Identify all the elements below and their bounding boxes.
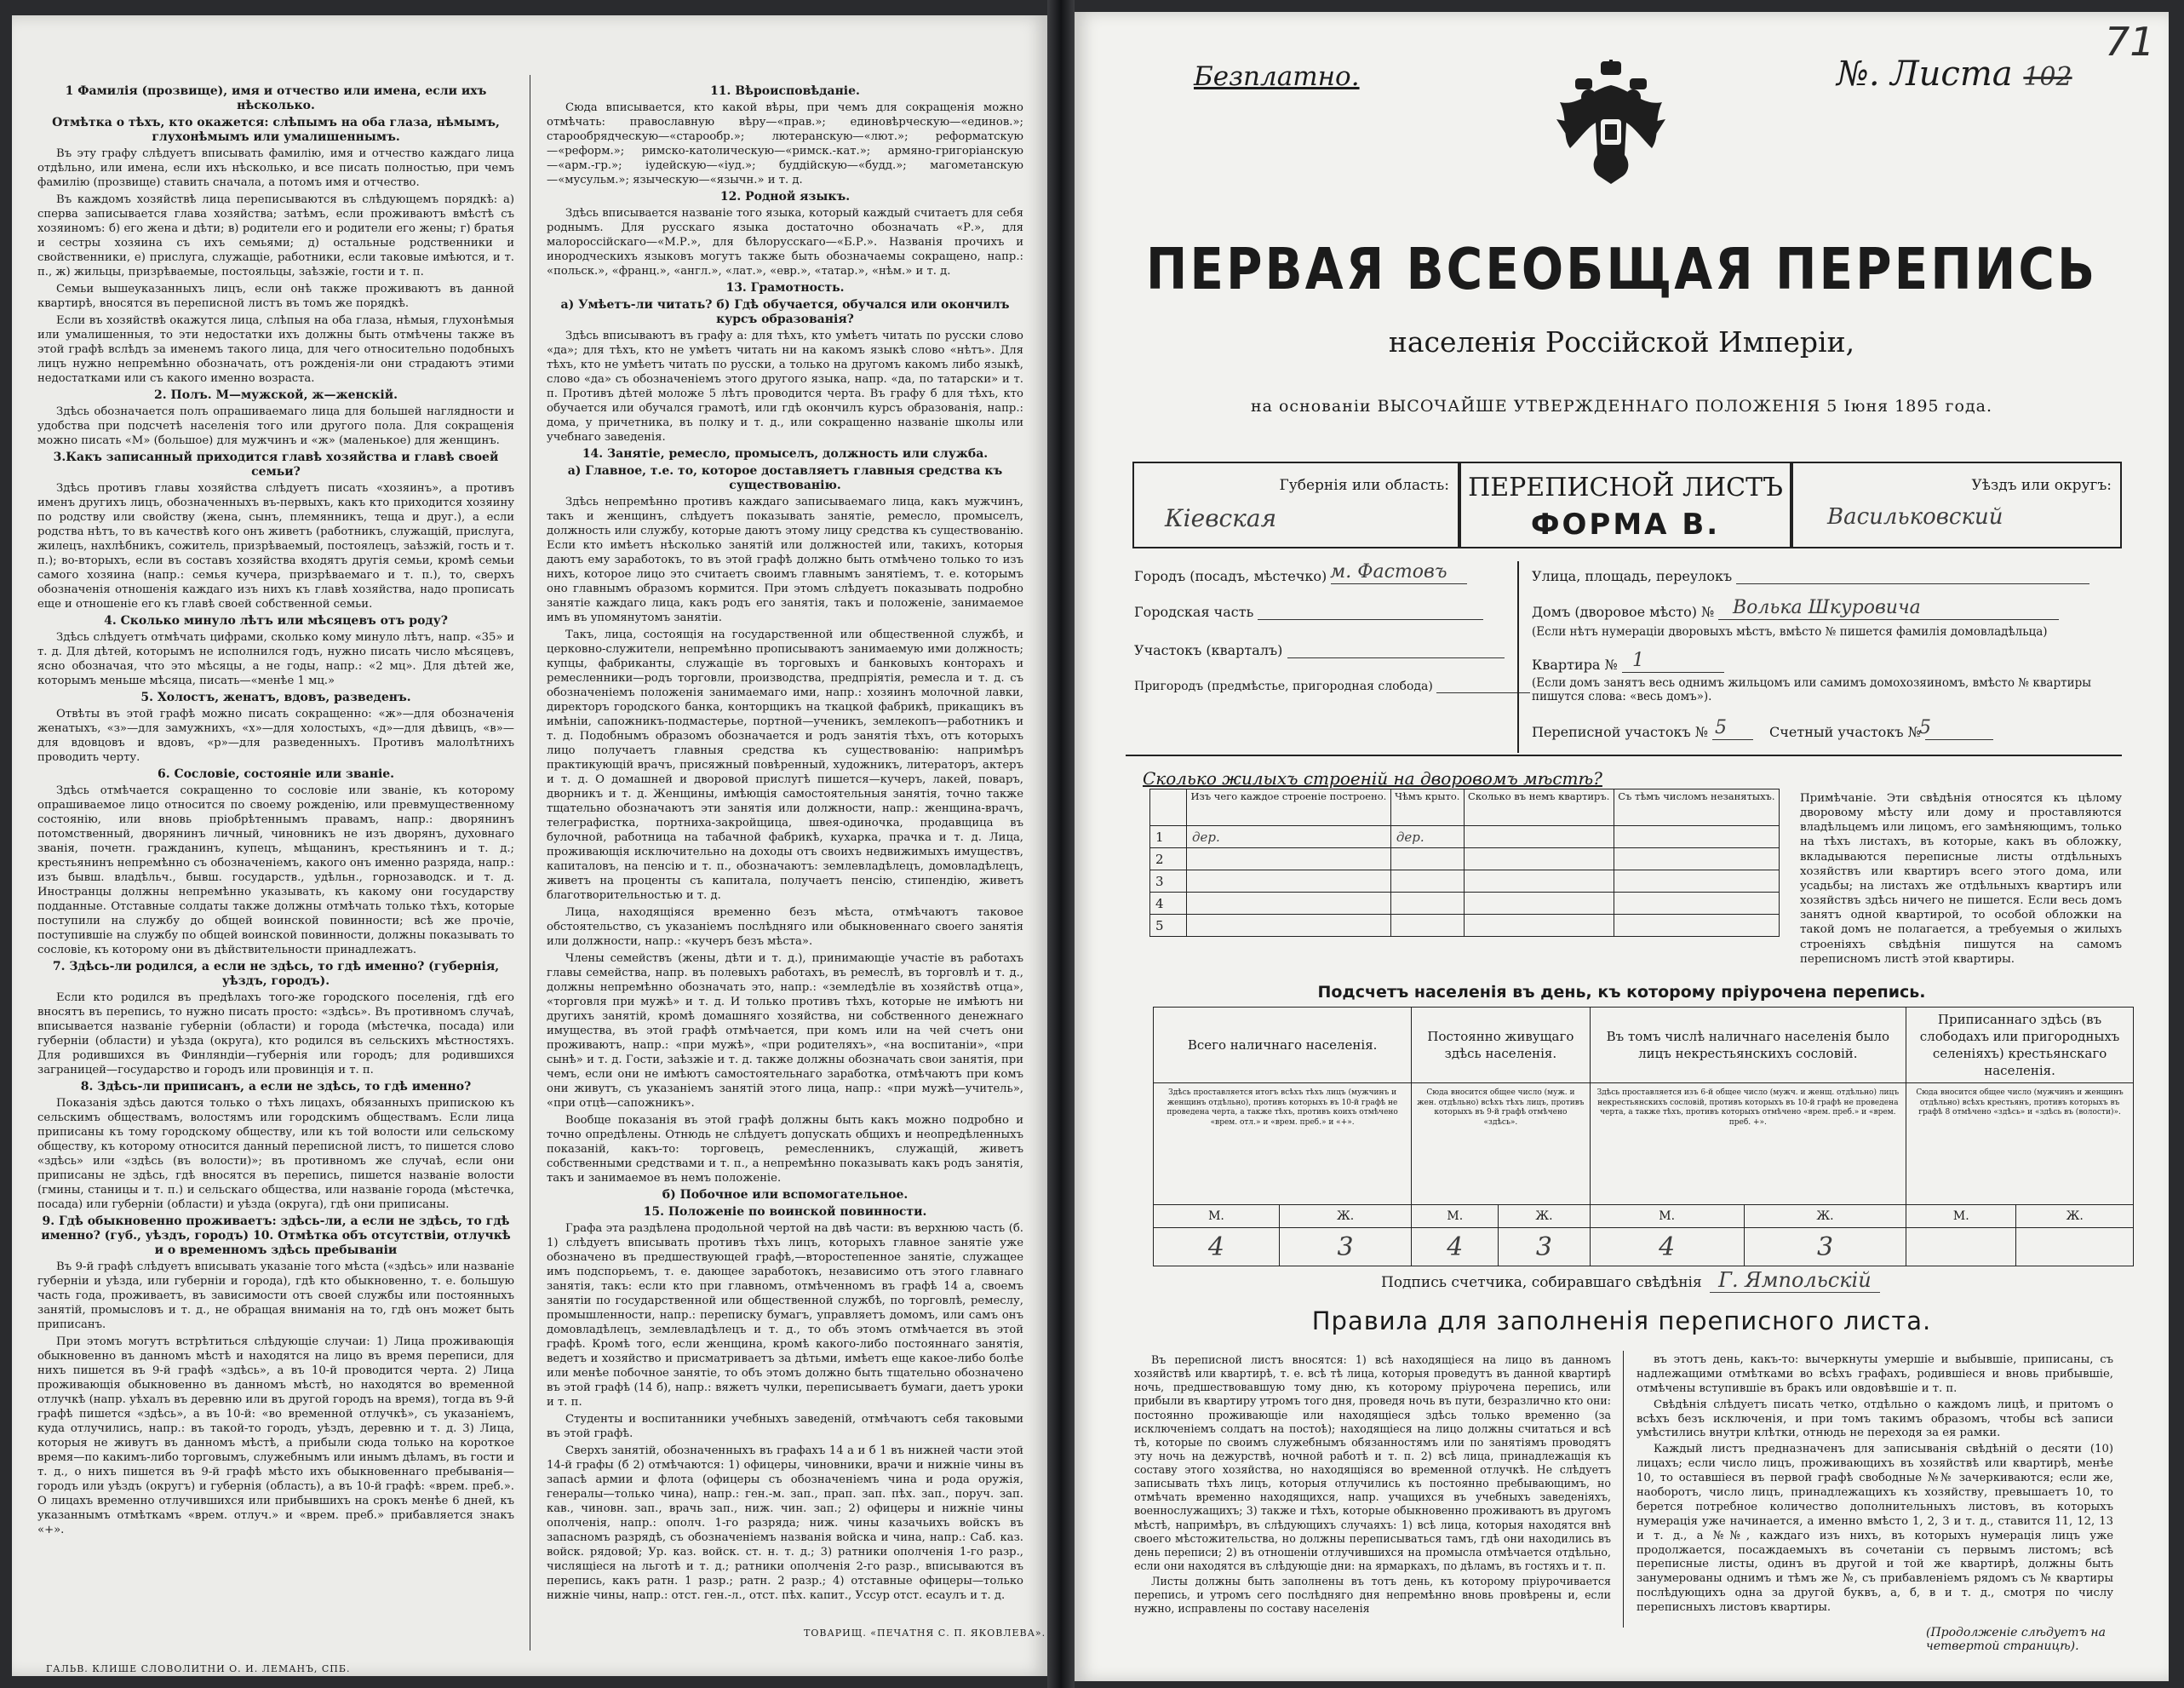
instruction-paragraph: Въ эту графу слѣдуетъ вписывать фамилію, имя и отчество каждаго лица отдѣльно, или имена, если ихъ нѣсколько, и все писать полностью, при чемъ фамилію (прозвище) ставить сначала, а потомъ имя и отчество.: [37, 147, 514, 189]
instruction-heading: 2. Полъ. М—мужской, ж—женскій.: [154, 388, 398, 402]
instruction-heading: 13. Грамотность.: [725, 281, 845, 295]
right-page-census-form: [1075, 12, 2169, 1681]
population-description: Здѣсь проставляется изъ 6-й общее число (мужч. и женщ. отдѣльно) лицъ некрестьянскихъ сословій, противъ которыхъ въ 10-й графѣ не проведена черта, а также тѣхъ, противъ которыхъ отмѣчено «врем. преб.» и «врем. преб. +».: [1590, 1083, 1906, 1205]
building-vacant[interactable]: [1614, 848, 1779, 870]
legal-basis: на основаніи ВЫСОЧАЙШЕ УТВЕРЖДЕННАГО ПОЛОЖЕНІЯ 5 Іюня 1895 года.: [1250, 397, 1993, 416]
population-count-title: Подсчетъ населенія въ день, къ которому пріурочена перепись.: [1317, 983, 1926, 1002]
building-vacant[interactable]: [1614, 826, 1779, 848]
female-label: Ж.: [2016, 1205, 2134, 1228]
book-gutter: [1047, 0, 1075, 1688]
imperial-eagle-emblem: [1553, 60, 1669, 187]
population-description: Здѣсь проставляется итогъ всѣхъ тѣхъ лицъ (мужчинъ и женщинъ отдѣльно), противъ которыхъ въ 10-й графѣ не проведена черта, а также тѣхъ, противъ коихъ отмѣчено «врем. отл.» и «врем. преб.» и «+».: [1154, 1083, 1412, 1205]
building-apartments[interactable]: [1464, 870, 1614, 893]
rule-paragraph: Листы должны быть заполнены въ тотъ день, къ которому пріурочивается перепись, и утромъ сего послѣдняго дня непремѣнно вновь провѣрены и, если нужно, исправлены по составу населенія: [1134, 1575, 1611, 1616]
count-section-label: Счетный участокъ №: [1769, 724, 1921, 740]
female-label: Ж.: [1499, 1205, 1590, 1228]
population-description: Сюда вносится общее число (мужчинъ и женщинъ отдѣльно) всѣхъ крестьянъ, противъ которыхъ въ графѣ 8 отмѣчено «здѣсь» и «здѣсь въ (волости)».: [1906, 1083, 2134, 1205]
instruction-heading: Отмѣтка о тѣхъ, кто окажется: слѣпымъ на оба глаза, нѣмымъ, глухонѣмымъ или умалишеннымъ.: [52, 116, 500, 144]
province-label: Губернія или область:: [1279, 477, 1449, 494]
house-note: (Если нѣтъ нумераціи дворовыхъ мѣстъ, вмѣсто № пишется фамилія домовладѣльца): [1532, 625, 2048, 639]
instruction-heading: 15. Положеніе по воинской повинности.: [643, 1205, 927, 1219]
instruction-heading: 1 Фамилія (прозвище), имя и отчество или имена, если ихъ нѣсколько.: [65, 84, 487, 112]
census-section-field: [1532, 717, 1993, 740]
building-roof[interactable]: [1390, 870, 1464, 893]
buildings-header: Изъ чего каждое строеніе построено.: [1187, 789, 1391, 826]
building-vacant[interactable]: [1614, 870, 1779, 893]
non-peasant-male-count[interactable]: 4: [1590, 1228, 1744, 1266]
population-header: Постоянно живущаго здѣсь населенія.: [1412, 1008, 1590, 1083]
buildings-header: Чѣмъ крыто.: [1390, 789, 1464, 826]
population-header: Всего наличнаго населенія.: [1154, 1008, 1412, 1083]
district-value[interactable]: Васильковский: [1827, 504, 2003, 530]
table-row: [1150, 893, 1780, 915]
instruction-paragraph: Здѣсь непремѣнно противъ каждаго записываемаго лица, какъ мужчинъ, такъ и женщинъ, слѣдуетъ показывать занятіе, ремесло, промыселъ, должность или службу, которые даютъ этому лицу средства къ существованію. Если кто имѣетъ нѣсколько занятій или должностей или, такихъ, которыя даютъ ему заработокъ, то въ этой графѣ должно быть отмѣчено только то изъ нихъ, которое лицо это считаетъ своимъ главнымъ занятіемъ, т. е. которымъ оно главнымъ образомъ кормится. При этомъ слѣдуетъ показывать подробно занятіе каждаго лица, какъ родъ его занятія, такъ и положеніе, занимаемое имъ въ упомянутомъ занятіи.: [547, 496, 1023, 624]
table-row: [1150, 870, 1780, 893]
census-section-label: Переписной участокъ №: [1532, 724, 1708, 740]
continuation-note: (Продолженіе слѣдуетъ на четвертой страницѣ).: [1926, 1626, 2106, 1653]
sheet-number-value: 102: [2023, 62, 2072, 92]
instruction-heading: 4. Сколько минуло лѣтъ или мѣсяцевъ отъ роду?: [104, 614, 448, 628]
instruction-paragraph: Въ 9-й графѣ слѣдуетъ вписывать указаніе того мѣста («здѣсь» или названіе губерніи и уѣзда, или губерніи и города), гдѣ кто обыкновенно, т. е. большую часть года, проживаетъ, въ зависимости отъ своей службы или постоянныхъ занятій, промысловъ и т. д., не обращая вниманія на то, гдѣ онъ может быть приписанъ.: [37, 1260, 514, 1331]
instruction-heading: 12. Родной языкъ.: [719, 190, 851, 204]
row-number: 4: [1150, 893, 1187, 915]
instruction-paragraph: Сюда вписывается, кто какой вѣры, при чемъ для сокращенія можно отмѣчать: православную вѣру—«прав.»; единовѣрческую—«единов.»; старообрядческую—«старообр.»; лютеранскую—«лют.»; реформатскую—«реформ.»; римско-католическую—«римск.-кат.»; армяно-григоріанскую—«арм.-гр.»; іудейскую—«іуд.»; буддійскую—«будд.»; магометанскую—«мусульм.»; языческую—«язычн.» и т. д.: [547, 101, 1023, 187]
building-apartments[interactable]: [1464, 826, 1614, 848]
row-number: 5: [1150, 915, 1187, 937]
precinct-field: [1134, 642, 1505, 658]
district-label: Уѣздъ или округъ:: [1971, 477, 2112, 494]
male-label: М.: [1906, 1205, 2016, 1228]
population-values-row: [1154, 1228, 2134, 1266]
building-material[interactable]: [1187, 915, 1391, 937]
peasant-male-count[interactable]: [1906, 1228, 2016, 1266]
instruction-heading: 6. Сословіе, состояніе или званіе.: [157, 767, 395, 781]
instruction-paragraph: Здѣсь вписывается названіе того языка, который каждый считаетъ для себя роднымъ. Для русскаго языка достаточно обозначать «Р.», для малороссійскаго—«М.Р.», для бѣлорусскаго—«Б.Р.». Названія прочихъ и инородческихъ языковъ могутъ также быть обозначаемы сокращено, напр.: «польск.», «франц.», «англ.», «лат.», «евр.», «татар.», «нѣм.» и т. д.: [547, 207, 1023, 278]
male-label: М.: [1590, 1205, 1744, 1228]
signature-label: Подпись счетчика, собиравшаго свѣдѣнія: [1381, 1274, 1702, 1291]
instruction-paragraph: Такъ, лица, состоящія на государственной или общественной службѣ, и церковно-служители, непремѣнно прописываютъ занимаемую ими должность; купцы, фабриканты, служащіе въ торговыхъ и банковыхъ конторахъ и ремесленники—родъ торговли, производства, предпріятія, ремесла и т. д. съ обозначеніемъ положенія занимаемаго ими, напр.: хозяинъ молочной лавки, директоръ городского банка, конторщикъ на ткацкой фабрикѣ, прикащикъ въ имѣніи, сапожникъ-подмастерье, портной—ученикъ, землекопъ—работникъ и т. д. Подобнымъ образомъ обозначается и родъ занятія тѣхъ, отъ которыхъ лицо получаетъ главныя средства къ существованію: напримѣръ практикующій врачъ, присяжный повѣренный, художникъ, литераторъ, актеръ и т. д. О домашней и дворовой прислугѣ пишется—кучеръ, лакей, поваръ, дворникъ и т. д. Женщины, имѣющія самостоятельныя занятія, точно также тщательно обозначаютъ эти занятія или должности, напр.: женщина-врачъ, телеграфистка, портниха-закройщица, швея-одиночка, продавщица въ булочной, работница на табачной фабрикѣ, кухарка, прачка и т. д. Лица, проживающія исключительно на доходы отъ своихъ недвижимыхъ имуществъ, капиталовъ, на пенсію и т. п., обозначаютъ: землевладѣлецъ, домовладѣлецъ, живетъ на проценты съ капитала, получаетъ пенсію, стипендію, живетъ благотворительностью и т. д.: [547, 629, 1023, 902]
instruction-paragraph: Если въ хозяйствѣ окажутся лица, слѣпыя на оба глаза, нѣмыя, глухонѣмыя или умалишенныя, то эти недостатки ихъ должны быть отмѣчены также въ этой графѣ вслѣдъ за именемъ такого лица, для чего относительно подобныхъ лицъ нужно непремѣнно обозначать, отъ рожденія-ли они страдаютъ этими недостатками или съ какого именно возраста.: [37, 314, 514, 385]
instruction-heading: а) Главное, т.е. то, которое доставляетъ главныя средства къ существованію.: [567, 464, 1003, 492]
building-vacant[interactable]: [1614, 915, 1779, 937]
instructions-column-left: [37, 82, 514, 1540]
building-material[interactable]: [1187, 870, 1391, 893]
population-header: Приписаннаго здѣсь (въ слободахъ или пригородныхъ селеніяхъ) крестьянскаго населенія.: [1906, 1008, 2134, 1083]
province-box: [1132, 462, 1459, 548]
buildings-header: Сколько въ немъ квартиръ.: [1464, 789, 1614, 826]
printer-credit-right: ТОВАРИЩ. «ПЕЧАТНЯ С. П. ЯКОВЛЕВА».: [804, 1628, 1046, 1639]
form-title: ПЕРЕПИСНОЙ ЛИСТЪ: [1468, 473, 1783, 502]
population-desc-row: [1154, 1083, 2134, 1205]
table-row: [1150, 826, 1780, 848]
instruction-heading: 5. Холостъ, женатъ, вдовъ, разведенъ.: [140, 691, 411, 704]
buildings-table: [1149, 789, 1780, 937]
female-label: Ж.: [1744, 1205, 1906, 1228]
population-description: Сюда вносится общее число (муж. и жен. отдѣльно) всѣхъ тѣхъ лицъ, противъ которыхъ въ 9-й графѣ отмѣчено «здѣсь».: [1412, 1083, 1590, 1205]
instruction-paragraph: Члены семействъ (жены, дѣти и т. д.), принимающіе участіе въ работахъ главы семейства, напр. въ полевыхъ работахъ, въ ремеслѣ, въ торговлѣ и т. д., должны непремѣнно обозначать это, напр.: «земледѣліе въ хозяйствѣ отца», «торговля при мужѣ» и т. д. И только противъ тѣхъ, которые не имѣютъ ни другихъ занятій, кромѣ домашняго хозяйства, ни собственного денежнаго имущества, въ этой графѣ отмѣчается, при комъ или на чей счетъ они проживаютъ, напр.: «при мужѣ», «при родителяхъ», «на воспитаніи», «при сынѣ» и т. д. Гости, заѣзжіе и т. д. также должны обозначать свои занятія, при чемъ, если они не имѣютъ самостоятельнаго заработка, отмѣчаютъ при комъ они живутъ, съ указаніемъ занятій этого лица, напр.: «при мужѣ—учитель», «при отцѣ—сапожникъ».: [547, 952, 1023, 1110]
building-material[interactable]: [1187, 848, 1391, 870]
census-section-value[interactable]: 5: [1715, 717, 1727, 738]
apartment-field: [1532, 650, 1724, 673]
form-type: ФОРМА В.: [1530, 508, 1721, 542]
population-header: Въ томъ числѣ наличнаго населенія было лицъ некрестьянскихъ сословій.: [1590, 1008, 1906, 1083]
buildings-header-row: [1150, 789, 1780, 826]
buildings-header: Съ тѣмъ числомъ незанятыхъ.: [1614, 789, 1779, 826]
city-value[interactable]: м. Фастовъ: [1330, 561, 1447, 583]
instruction-heading: а) Умѣетъ-ли читать? б) Гдѣ обучается, обучался или окончилъ курсъ образованія?: [560, 298, 1010, 326]
instructions-column-right: [547, 82, 1023, 1605]
building-material[interactable]: [1187, 893, 1391, 915]
instruction-heading: 8. Здѣсь-ли приписанъ, а если не здѣсь, то гдѣ именно?: [80, 1080, 472, 1094]
instruction-paragraph: Семьи вышеуказанныхъ лицъ, если онѣ также проживаютъ въ данной квартирѣ, вносятся въ переписной листъ въ томъ же порядкѣ.: [37, 283, 514, 310]
row-number: 1: [1150, 826, 1187, 848]
instruction-paragraph: Здѣсь обозначается полъ опрашиваемаго лица для большей наглядности и удобства при подсчетѣ населенія того или другого пола. Для сокращенія можно писать «М» (большое) для мужчинъ и «ж» (маленькое) для женщинъ.: [37, 405, 514, 447]
male-label: М.: [1154, 1205, 1280, 1228]
rule-paragraph: Каждый листъ предназначенъ для записыванія свѣдѣній о десяти (10) лицахъ; если число лицъ, проживающихъ въ хозяйствѣ или квартирѣ, менѣе 10, то оставшіеся въ первой графѣ свободные №№ зачеркиваются; если же, наоборотъ, число лицъ, принадлежащихъ къ хозяйству, превышаетъ 10, то берется потребное количество дополнительныхъ листовъ, въ которыхъ нумерація уже начинается, а именно вмѣсто 1, 2, 3 и т. д., ставится 11, 12, 13 и т. д., а №№, каждаго изъ нихъ, въ которыхъ нумерація лицъ уже продолжается, посаждаемыхъ въ сочетаніи съ первымъ листомъ; всѣ переписные листы, одинъ въ другой и той же квартирѣ, должны быть занумерованы однимъ и тѣмъ же №, съ прибавленіемъ рядомъ съ № квартиры послѣдующихъ одна за другой буквъ, а, б, в и т. д., смотря по числу переписныхъ листовъ квартиры.: [1637, 1443, 2113, 1615]
apartment-label: Квартира №: [1532, 657, 1618, 673]
instruction-heading: б) Побочное или вспомогательное.: [662, 1188, 909, 1202]
apartment-note: (Если домъ занятъ весь однимъ жильцомъ или самимъ домохозяиномъ, вмѣсто № квартиры пишутся слова: «весь домъ»).: [1532, 676, 2091, 703]
building-roof[interactable]: [1390, 848, 1464, 870]
instruction-paragraph: Лица, находящіяся временно безъ мѣста, отмѣчаютъ таковое обстоятельство, съ указаніемъ послѣдняго или обыкновеннаго своего занятія или должности, напр.: «кучеръ безъ мѣста».: [547, 906, 1023, 948]
left-page-instructions: [12, 15, 1047, 1676]
census-subtitle: населенія Россійской Имперіи,: [1388, 325, 1855, 359]
instruction-paragraph: Вообще показанія въ этой графѣ должны быть какъ можно подробно и точно опредѣлены. Отнюдь не слѣдуетъ допускать общихъ и неопредѣленныхъ показаній, какъ-то: торговецъ, ремесленникъ, служащій, живетъ собственными средствами и т. п., а непремѣнно показывать какъ родъ занятія, такъ и занимаемое въ немъ положеніе.: [547, 1114, 1023, 1185]
building-vacant[interactable]: [1614, 893, 1779, 915]
instruction-paragraph: Сверхъ занятій, обозначенныхъ въ графахъ 14 а и б 1 въ нижней части этой 14-й графы (б 2) отмѣчаются: 1) офицеры, чиновники, врачи и нижніе чины въ запасѣ армии и флота (офицеры съ обозначеніемъ чина и рода оружія, генералы—только чина), напр.: ген.-м. зап., прап. зап. пѣх. зап., поруч. зап. кав., чиновн. зап., врачь зап., ниж. чин. зап.; 2) офицеры и нижніе чины ополченія, напр.: ополч. 1-го разряда; ниж. чины казачьихъ войскъ въ запасномъ разрядѣ, съ обозначеніемъ названія войска и чина, напр.: Саб. каз. войск. рядовой; Ур. каз. войск. ст. н. т. д.; 3) ратники ополченія 1-го разр., числящіеся на льготѣ и т. д.; ратники ополченія 2-го разр., вписываются въ перепись, какъ ратн. 1 разр.; ратн. 2 разр.; 4) отставные офицеры—только нижніе чины, напр.: отст. ген.-л., отст. пѣх. капит., Уссур отст. есаулъ и т. д.: [547, 1444, 1023, 1602]
rules-title: Правила для заполненія переписного листа.: [1311, 1306, 1932, 1335]
instruction-paragraph: Студенты и воспитанники учебныхъ заведеній, отмѣчаютъ себя таковыми въ этой графѣ.: [547, 1413, 1023, 1440]
rules-column-left: [1134, 1353, 1611, 1617]
instruction-heading: 11. Вѣроисповѣданіе.: [710, 84, 860, 98]
building-apartments[interactable]: [1464, 848, 1614, 870]
house-value[interactable]: Волька Шкуровича: [1733, 597, 1921, 618]
sheet-number: [1837, 55, 2072, 94]
instruction-paragraph: Здѣсь противъ главы хозяйства слѣдуетъ писать «хозяинъ», а противъ именъ другихъ лицъ, обозначенныхъ въ-первыхъ, какъ кто приходится хозяину по родству или свойству (жена, сынъ, племянникъ, теща и друг.), а если родства нѣтъ, то въ качествѣ кого онъ живетъ (работникъ, служащій, прислуга, жилецъ, нахлѣбникъ, сожитель, призрѣваемый, постоялецъ, заѣзжій, гость и т. п.); во-вторыхъ, если въ составъ хозяйства входятъ другія семьи, кромѣ семьи самого хозяина (напр.: семья кучера, призрѣваемаго и т. п.), то, сверхъ обозначенія отношенія каждаго изъ нихъ къ главѣ хозяйства, надо прописать еще и отношеніе его къ главѣ своей собственной семьи.: [37, 482, 514, 611]
male-label: М.: [1412, 1205, 1499, 1228]
instruction-paragraph: Здѣсь отмѣчается сокращенно то сословіе или званіе, къ которому опрашиваемое лицо относится по своему рожденію, или превмущественному состоянію, или вновь пріобрѣтеннымъ правамъ, напр.: дворянинъ потомственный, дворянинъ личный, чиновникъ не изъ дворянъ, духовнаго званія, почетн. гражданинъ, купецъ, мѣщанинъ, крестьянинъ и т. д.; крестьянинъ непремѣнно съ обозначеніемъ, какого онъ именно разряда, напр.: изъ бывш. владѣльч., бывш. государств., удѣльн., горнозаводск. и т. д. Иностранцы должны непремѣнно указывать, къ какому они государству подданные. Отставные солдаты также должны отмѣчать только тѣхъ, которые поступили на службу до общей воинской повинности; всѣ же прочіе, поступившіе на службу по общей воинской повинности, должны показывать то сословіе, къ которому они въ дѣйствительности принадлежатъ.: [37, 784, 514, 956]
row-number: 3: [1150, 870, 1187, 893]
peasant-female-count[interactable]: [2016, 1228, 2134, 1266]
street-field: [1532, 568, 2089, 584]
building-material[interactable]: дер.: [1187, 826, 1391, 848]
instruction-heading: 3.Какъ записанный приходится главѣ хозяйства и главѣ своей семьи?: [53, 451, 499, 479]
non-peasant-female-count[interactable]: 3: [1744, 1228, 1906, 1266]
building-apartments[interactable]: [1464, 915, 1614, 937]
suburb-label: Пригородъ (предмѣстье, пригородная слобода): [1134, 680, 1433, 693]
city-part-field: [1134, 604, 1483, 620]
section-rule: [1126, 755, 2122, 756]
table-row: [1150, 915, 1780, 937]
building-roof[interactable]: дер.: [1390, 826, 1464, 848]
form-title-box: [1459, 462, 1791, 548]
population-header-row: [1154, 1008, 2134, 1083]
instruction-paragraph: При этомъ могутъ встрѣтиться слѣдующіе случаи: 1) Лица проживающія обыкновенно въ данномъ мѣстѣ и находятся на лицо въ время переписи, для нихъ пишется въ 9-й графѣ «здѣсь», а въ 10-й проводится черта. 2) Лица проживающія обыкновенно въ данномъ мѣстѣ, но находятся во временной отлучкѣ (напр. уѣхалъ въ деревню или въ другой городъ на время), тогда въ 9-й графѣ пишется «здѣсь», а въ 10-й: «во временной отлучкѣ», съ указаніемъ, куда отлучились, напр.: въ такой-то городъ, уѣздъ, деревню и т. д. 3) Лица, которыя не живутъ въ данномъ мѣстѣ, а прибыли сюда только на короткое время—по какимъ-либо торговымъ, служебнымъ или инымъ дѣламъ, въ гости и т. д., о нихъ пишется въ 9-й графѣ мѣсто ихъ обыкновеннаго пребыванія—городъ или уѣздъ (округъ) и губернія (область), а въ 10-й графѣ: «врем. преб.». О лицахъ временно отлучившихся или прибывшихъ на срокъ менѣе 6 дней, къ указаннымъ отмѣткамъ «врем. отлуч.» и «врем. преб.» прибавляется знакъ «+».: [37, 1335, 514, 1536]
instruction-heading: 14. Занятіе, ремесло, промыселъ, должность или служба.: [582, 447, 989, 461]
rule-paragraph: въ этотъ день, какъ-то: вычеркнуты умершіе и выбывшіе, приписаны, съ надлежащими отмѣтками во всѣхъ графахъ, родившіеся и вновь прибывшіе, отмѣчены вступившіе въ бракъ или овдовѣвшіе и т. п.: [1637, 1353, 2113, 1395]
house-field: [1532, 597, 2059, 620]
instruction-heading: 7. Здѣсь-ли родился, а если не здѣсь, то гдѣ именно? (губернія, уѣздъ, городъ).: [52, 960, 500, 988]
city-label: Городъ (посадъ, мѣстечко): [1134, 568, 1327, 584]
suburb-field: [1134, 680, 1530, 693]
census-title: ПЕРВАЯ ВСЕОБЩАЯ ПЕРЕПИСЬ: [1145, 235, 2098, 303]
pencil-annotation: 71: [2105, 19, 2155, 65]
instruction-paragraph: Отвѣты въ этой графѣ можно писать сокращенно: «ж»—для обозначенія женатыхъ, «з»—для замужнихъ, «х»—для холостыхъ, «д»—для дѣвицъ, «в»—для вдовцовъ и вдовъ, «р»—для разведенныхъ. Противъ малолѣтнихъ проводить черту.: [37, 708, 514, 764]
rule-paragraph: Въ переписной листъ вносятся: 1) всѣ находящіеся на лицо въ данномъ хозяйствѣ или квартирѣ, т. е. всѣ тѣ лица, которыя проведутъ въ данной квартирѣ ночь, предшествовавшую тому дню, къ которому пріурочена перепись, или прибыли въ квартиру утромъ того дня, проведя ночь въ пути, безразлично кто они: постоянно проживающіе или находящіеся здѣсь только временно (за исключеніемъ солдатъ на постоѣ); находящіеся на лицо должны считаться и всѣ тѣ, которые по своимъ служебнымъ обязанностямъ или по занятіямъ проводятъ эту ночь на дежурствѣ, ночной работѣ и т. п. 2) всѣ лица, принадлежащія къ составу этого хозяйства, но находящіяся во временной отлучкѣ. Не слѣдуетъ записывать тѣхъ лицъ, которыя отлучились къ постоянно пребывающимъ, но отмѣчать временно находящихся, напр. учащихся въ учебныхъ заведеніяхъ, военнослужащихъ; 3) также и тѣхъ, которые обыкновенно проживаютъ въ другомъ мѣстѣ, напримѣръ, въ слѣдующихъ случаяхъ: 1) всѣ лица, которыя находятся внѣ своего мѣстожительства, но должны переписываться тамъ, гдѣ они находились въ день переписи; 2) въ отношеніи отлучившихся на промысла отмѣчается отдѣльно, если они находятся въ слѣдующіе дни: на ярмаркахъ, по дѣламъ, въ гостяхъ и т. п.: [1134, 1353, 1611, 1572]
rule-paragraph: Свѣдѣнія слѣдуетъ писать четко, отдѣльно о каждомъ лицѣ, и притомъ о всѣхъ безъ исключенія, и при томъ такимъ образомъ, чтобы всѣ записи умѣстились внутри клѣтки, отнюдь не переходя за ея рамки.: [1637, 1398, 2113, 1440]
row-number: 2: [1150, 848, 1187, 870]
signature-value[interactable]: Г. Ямпольскій: [1710, 1268, 1880, 1293]
district-box: [1791, 462, 2122, 548]
rules-divider: [1623, 1351, 1624, 1628]
city-field: [1134, 561, 1467, 584]
instruction-paragraph: Здѣсь слѣдуетъ отмѣчать цифрами, сколько кому минуло лѣтъ, напр. «35» и т. д. Для дѣтей, которымъ не исполнился годъ, нужно писать число мѣсяцевъ, ясно обозначая, что это мѣсяцы, а не годы, напр.: «2 мц». Для дѣтей же, которымъ меньше мѣсяца, писать—«менѣе 1 мц.»: [37, 631, 514, 687]
free-label: Безплатно.: [1194, 61, 1360, 92]
buildings-note: Примѣчаніе. Эти свѣдѣнія относятся къ цѣлому дворовому мѣсту или дому и проставляются владѣльцемъ или лицомъ, его замѣняющимъ, только на тѣхъ листахъ, въ которые, какъ въ обложку, вкладываются переписные листы отдѣльныхъ хозяйствъ или квартиръ всего этого дома, или усадьбы; на листахъ же отдѣльныхъ квартиръ или хозяйствъ здѣсь ничего не пишется. Если весь домъ занятъ одной квартирой, то особой обложки на такой домъ не полагается, а требуемыя о жилыхъ строеніяхъ свѣдѣнія пишутся на самомъ переписномъ листѣ этой квартиры.: [1800, 792, 2122, 966]
sheet-number-label: №. Листа: [1837, 55, 2013, 94]
building-roof[interactable]: [1390, 893, 1464, 915]
instruction-paragraph: Показанія здѣсь даются только о тѣхъ лицахъ, обязанныхъ припискою къ сельскимъ обществамъ, волостямъ или городскимъ обществамъ. Если лица приписаны къ тому городскому обществу, или къ той волости или сельскому обществу, къ которому относится данный переписной листъ, то пишется слово «здѣсь» или «здѣсь (въ волости)»; въ противномъ же случаѣ, если они приписаны не здѣсь, гдѣ вносятся въ перепись, пишется названіе волости (гмины, станицы и т. п.) и сельскаго общества, или названіе города (мѣстечка, посада) или губерніи (области) и уѣзда (округа), гдѣ они приписаны.: [37, 1097, 514, 1211]
apartment-value[interactable]: 1: [1632, 650, 1644, 671]
population-sex-row: [1154, 1205, 2134, 1228]
province-value[interactable]: Кіевская: [1165, 504, 1277, 532]
count-section-value[interactable]: 5: [1919, 717, 1931, 738]
rules-column-right: [1637, 1353, 2113, 1617]
instruction-paragraph: Здѣсь вписываютъ въ графу а: для тѣхъ, кто умѣетъ читать по русски слово «да»; для тѣхъ, кто не умѣетъ читать ни на какомъ языкѣ слово «нѣтъ». Для тѣхъ, кто не умѣетъ читать по русски, а только на другомъ какомъ либо языкѣ, слово «да» съ обозначеніемъ этого другого языка, напр. «да, по татарски» и т. п. Противъ дѣтей моложе 5 лѣтъ проводится черта. Въ графу б для тѣхъ, кто обучается или обучался грамотѣ, или гдѣ окончилъ курсъ образованія, напр.: дома, у причетника, въ полку и т. д., или сокращенно названіе школы или учебнаго заведенія.: [547, 330, 1023, 444]
resident-female-count[interactable]: 3: [1499, 1228, 1590, 1266]
total-male-count[interactable]: 4: [1154, 1228, 1280, 1266]
population-table: [1153, 1007, 2134, 1266]
instruction-paragraph: Въ каждомъ хозяйствѣ лица переписываются въ слѣдующемъ порядкѣ: а) сперва записывается глава хозяйства; затѣмъ, если проживаютъ вмѣстѣ съ хозяиномъ: б) его жена и дѣти; в) родители его и родители его жены; г) братья и сестры хозяина съ ихъ семьями; д) остальные родственники и свойственники, е) прислуга, служащіе, работники, если таковые имѣются, и т. п., ж) жильцы, призрѣваемые, постояльцы, заѣзжіе, гости и т. п.: [37, 193, 514, 278]
street-label: Улица, площадь, переулокъ: [1532, 568, 1733, 584]
address-divider: [1517, 561, 1519, 753]
instruction-paragraph: Графа эта раздѣлена продольной чертой на двѣ части: въ верхнюю часть (б. 1) слѣдуетъ вписывать противъ тѣхъ лицъ, которыхъ главное занятіе уже обозначено въ предшествующей графѣ,—второстепенное занятіе, служащее имъ подспорьемъ, т. е. дающее заработокъ, независимо отъ этого главнаго занятія, такъ: если кто при главномъ, отмѣченномъ въ графѣ 14 а, своемъ занятіи по государственной или общественной службѣ, по торговлѣ, ремеслу, промышленности, напр.: переписку бумагъ, управляетъ домомъ, или самъ онъ домовладѣлецъ, землевладѣлецъ и т. д., то объ этомъ отмѣчается въ этой графѣ. Кромѣ того, если женщина, кромѣ какого-либо постояннаго занятія, ведетъ и хозяйство и присматриваетъ за дѣтьми, имѣетъ еще какое-либо болѣе или менѣе побочное занятіе, то объ этомъ должно быть тщательно обозначено въ этой графѣ (14 б), напр.: вяжетъ чулки, переписываетъ бумаги, даетъ уроки и т. п.: [547, 1222, 1023, 1409]
building-roof[interactable]: [1390, 915, 1464, 937]
resident-male-count[interactable]: 4: [1412, 1228, 1499, 1266]
enumerator-signature: [1381, 1268, 1880, 1292]
printer-credit-left: ГАЛЬВ. КЛИШЕ СЛОВОЛИТНИ О. И. ЛЕМАНЪ, СПБ.: [46, 1663, 351, 1674]
table-row: [1150, 848, 1780, 870]
buildings-question: Сколько жилыхъ строеній на дворовомъ мѣстѣ?: [1143, 768, 1602, 789]
instruction-heading: 9. Гдѣ обыкновенно проживаетъ: здѣсь-ли, а если не здѣсь, то гдѣ именно? (губ., уѣздъ, городъ) 10. Отмѣтка объ отсутствіи, отлучкѣ и о временномъ здѣсь пребываніи: [41, 1214, 511, 1257]
building-apartments[interactable]: [1464, 893, 1614, 915]
instruction-paragraph: Если кто родился въ предѣлахъ того-же городского поселенія, гдѣ его вносятъ въ перепись, то нужно писать просто: «здѣсь». Въ противномъ случаѣ, вписывается названіе губерніи (области) и города (мѣстечка, посада) или губерніи (области) и уѣзда (округа), кто родился въ сельскихъ мѣстностяхъ. Для родившихся въ Финляндіи—губернія или городъ; для родившихся заграницей—государство и городъ или провинція и т. п.: [37, 991, 514, 1077]
female-label: Ж.: [1279, 1205, 1411, 1228]
total-female-count[interactable]: 3: [1279, 1228, 1411, 1266]
city-part-label: Городская часть: [1134, 604, 1254, 620]
house-label: Домъ (дворовое мѣсто) №: [1532, 604, 1715, 620]
precinct-label: Участокъ (кварталъ): [1134, 642, 1283, 658]
